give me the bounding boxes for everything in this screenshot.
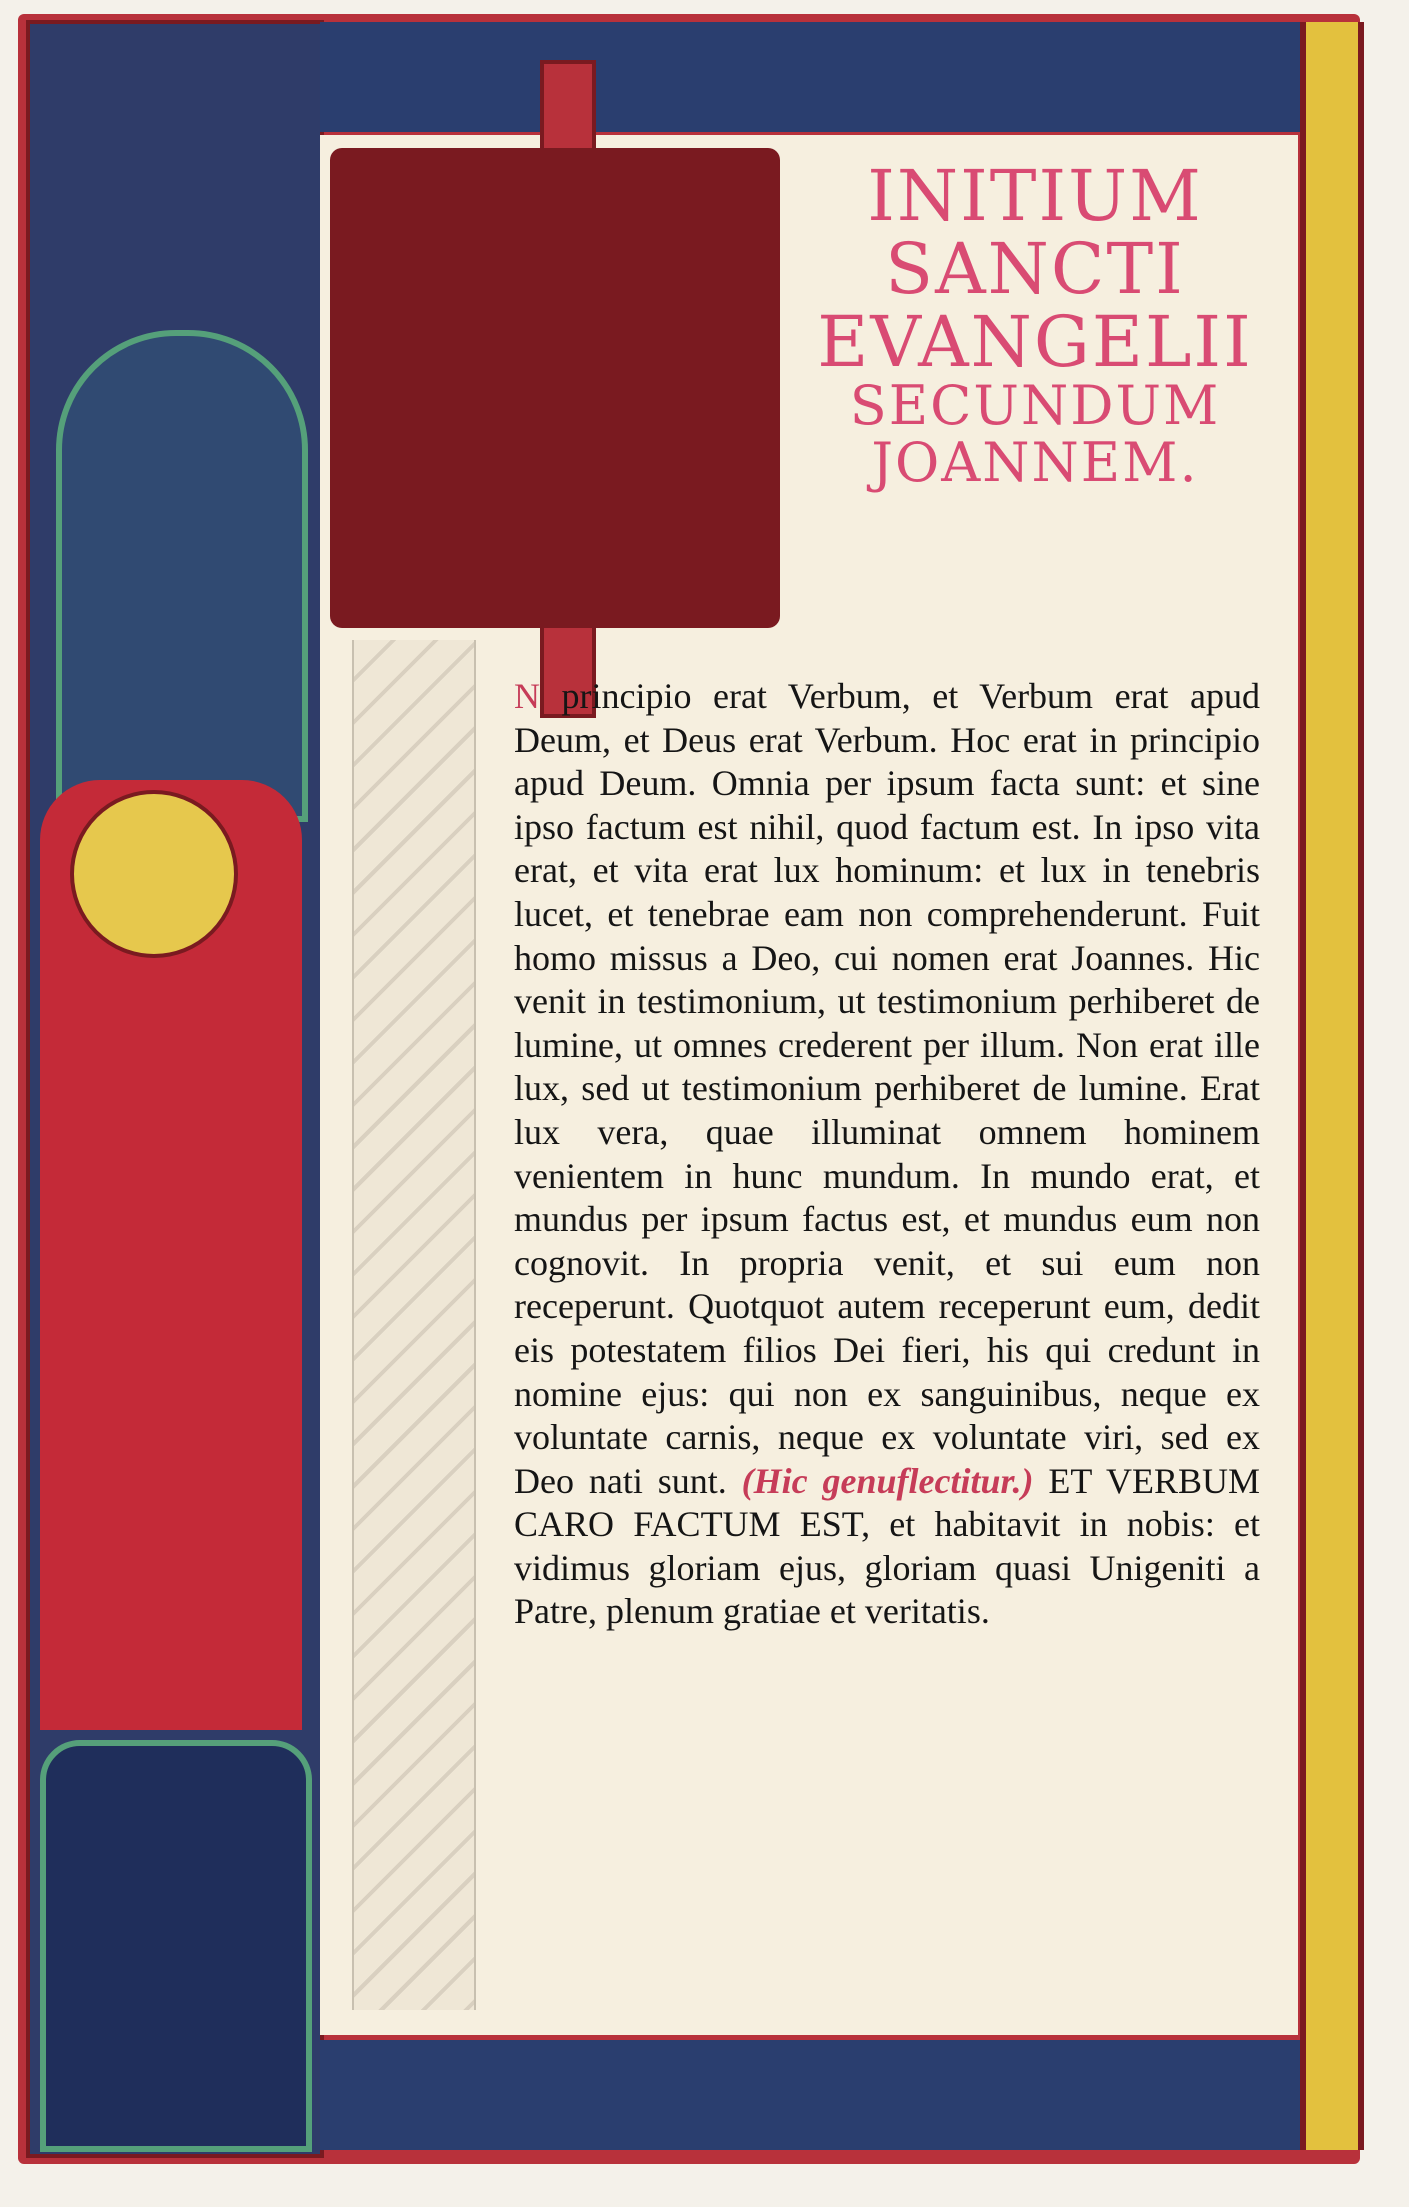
title-line-2: SANCTI: [885, 227, 1185, 310]
page-title: [790, 155, 1280, 494]
lower-ornament-panel: [40, 1740, 312, 2152]
rubric-text: (Hic genuflectitur.): [741, 1460, 1034, 1501]
halo-icon: [70, 790, 238, 958]
gospel-text: [514, 675, 1260, 2025]
title-line-5: JOANNEM.: [871, 430, 1199, 494]
drop-cap: N: [514, 676, 540, 716]
title-line-3: EVANGELII: [817, 300, 1253, 383]
bottom-ornamental-border: [320, 2040, 1310, 2150]
decorative-pattern-strip: [352, 640, 476, 2010]
title-line-4: SECUNDUM: [849, 374, 1221, 438]
right-ornamental-border: [1300, 22, 1364, 2150]
title-line-1: INITIUM: [867, 155, 1203, 237]
top-ornamental-border: [320, 22, 1310, 132]
gospel-text-end: ET VERBUM CARO FACTUM EST, et habitavit in nobis: et vidimus gloriam ejus, gloriam quasi Unigeniti a Patre, plenum gratiae et veritatis.: [514, 1460, 1260, 1632]
gospel-text-main: principio erat Verbum, et Verbum erat apud Deum, et Deus erat Verbum. Hoc erat in principio apud Deum. Omnia per ipsum facta sunt: et sine ipso factum est nihil, quod factum est. In ipso vita erat, et vita erat lux hominum: et lux in tenebris lucet, et tenebrae eam non comprehenderunt. Fuit homo missus a Deo, cui nomen erat Joannes. Hic venit in testimonium, ut testimonium perhiberet de lumine, ut omnes crederent per illum. Non erat ille lux, sed ut testimonium perhiberet de lumine. Erat lux vera, quae illuminat omnem hominem venientem in hunc mundum. In mundo erat, et mundus per ipsum factus est, et mundus eum non cognovit. In propria venit, et sui eum non receperunt. Quotquot autem receperunt eum, dedit eis potestatem filios Dei fieri, his qui credunt in nomine ejus: qui non ex sanguinibus, neque ex voluntate carnis, neque ex voluntate viri, sed ex Deo nati sunt.: [514, 676, 1260, 1501]
gothic-arch-frame: [56, 330, 308, 822]
trinity-medallion: [330, 148, 780, 628]
